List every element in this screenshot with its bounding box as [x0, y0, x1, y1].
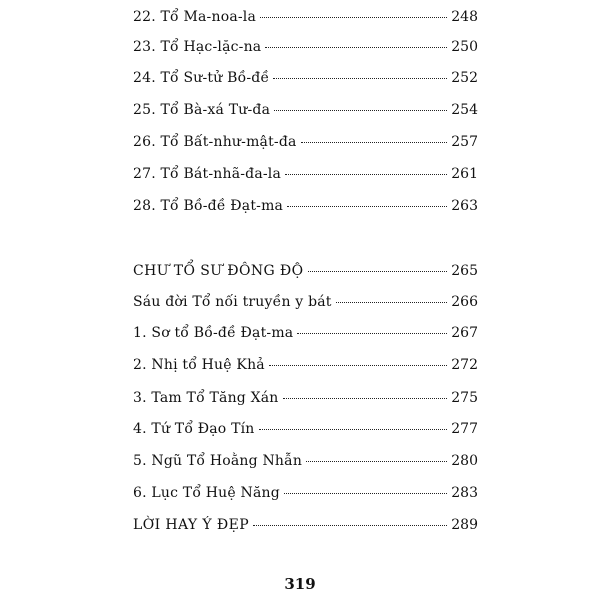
- dot-leader: [283, 398, 448, 399]
- entry-title: 3. Tam Tổ Tăng Xán: [133, 390, 279, 406]
- entry-page-number: 283: [451, 485, 478, 501]
- dot-leader: [336, 302, 448, 303]
- entry-title: 25. Tổ Bà-xá Tư-đa: [133, 102, 271, 118]
- toc-entry: [133, 8, 478, 26]
- dot-leader: [260, 17, 447, 18]
- entry-page-number: 265: [451, 263, 478, 279]
- dot-leader: [284, 493, 447, 494]
- dot-leader: [274, 110, 447, 111]
- toc-entry: [133, 389, 478, 407]
- toc-entry: [133, 69, 478, 87]
- dot-leader: [297, 333, 447, 334]
- entry-page-number: 275: [451, 390, 478, 406]
- dot-leader: [287, 206, 447, 207]
- toc-entry: [133, 356, 478, 374]
- entry-title: 27. Tổ Bát-nhã-đa-la: [133, 166, 282, 182]
- entry-title: 28. Tổ Bồ-đề Đạt-ma: [133, 198, 284, 214]
- dot-leader: [308, 271, 448, 272]
- dot-leader: [259, 429, 448, 430]
- entry-title: 4. Tứ Tổ Đạo Tín: [133, 421, 255, 437]
- page-number: 319: [284, 575, 316, 593]
- toc-section-heading: [133, 262, 478, 280]
- entry-page-number: 261: [451, 166, 478, 182]
- entry-page-number: 267: [451, 325, 478, 341]
- toc-entry: [133, 452, 478, 470]
- entry-title: 6. Lục Tổ Huệ Năng: [133, 485, 280, 501]
- toc-entry: [133, 38, 478, 56]
- toc-entry: [133, 101, 478, 119]
- toc-section-heading: [133, 516, 478, 534]
- entry-title: 24. Tổ Sư-tử Bồ-đề: [133, 70, 270, 86]
- entry-title: Sáu đời Tổ nối truyền y bát: [133, 294, 332, 310]
- toc-entry: [133, 324, 478, 342]
- entry-title: 22. Tổ Ma-noa-la: [133, 9, 257, 25]
- dot-leader: [306, 461, 447, 462]
- toc-entry: [133, 420, 478, 438]
- entry-page-number: 280: [451, 453, 478, 469]
- entry-page-number: 252: [451, 70, 478, 86]
- entry-title: 5. Ngũ Tổ Hoằng Nhẫn: [133, 453, 303, 469]
- dot-leader: [265, 47, 447, 48]
- entry-page-number: 272: [451, 357, 478, 373]
- entry-page-number: 250: [451, 39, 478, 55]
- entry-page-number: 248: [451, 9, 478, 25]
- entry-page-number: 289: [451, 517, 478, 533]
- dot-leader: [253, 525, 447, 526]
- entry-page-number: 266: [451, 294, 478, 310]
- toc-entry: [133, 484, 478, 502]
- toc-entry: [133, 165, 478, 183]
- dot-leader: [269, 365, 447, 366]
- entry-page-number: 277: [451, 421, 478, 437]
- dot-leader: [301, 142, 448, 143]
- entry-title: CHƯ TỔ SƯ ĐÔNG ĐỘ: [133, 263, 304, 279]
- entry-title: 2. Nhị tổ Huệ Khả: [133, 357, 265, 373]
- entry-title: 1. Sơ tổ Bồ-đề Đạt-ma: [133, 325, 294, 341]
- toc-entry: [133, 293, 478, 311]
- dot-leader: [285, 174, 447, 175]
- entry-title: 23. Tổ Hạc-lặc-na: [133, 39, 262, 55]
- toc-entry: [133, 197, 478, 215]
- entry-page-number: 254: [451, 102, 478, 118]
- dot-leader: [273, 78, 447, 79]
- entry-page-number: 257: [451, 134, 478, 150]
- entry-page-number: 263: [451, 198, 478, 214]
- toc-entry: [133, 133, 478, 151]
- entry-title: LỜI HAY Ý ĐẸP: [133, 517, 250, 533]
- entry-title: 26. Tổ Bất-như-mật-đa: [133, 134, 297, 150]
